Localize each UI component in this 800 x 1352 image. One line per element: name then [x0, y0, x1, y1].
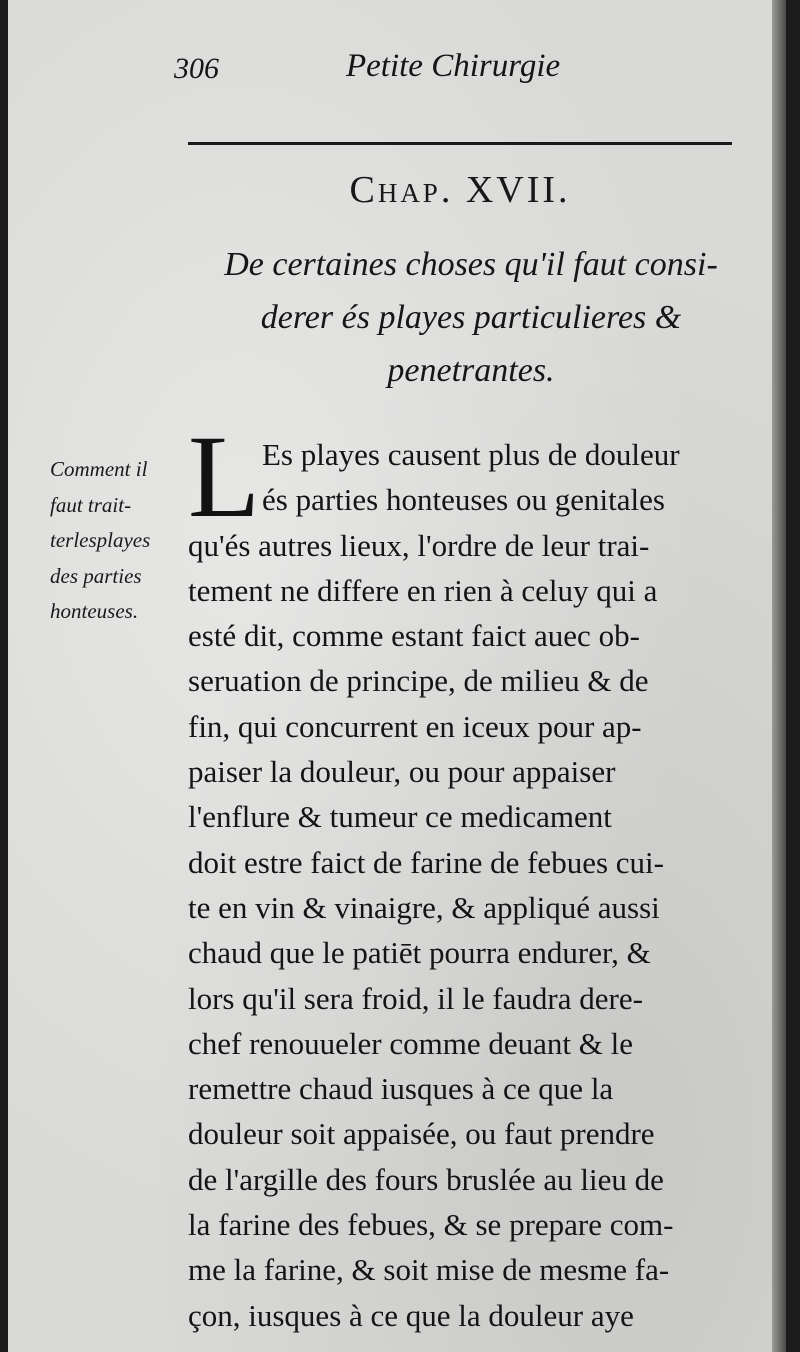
page-edge: [772, 0, 786, 1352]
chapter-title-line: derer és playes particulieres &: [260, 299, 682, 336]
chapter-title-line: De certaines choses qu'il faut consi-: [224, 246, 718, 283]
text-line: seruation de principe, de milieu & de: [188, 663, 649, 699]
text-line: douleur soit appaisée, ou faut prendre: [188, 1116, 655, 1152]
text-line: de l'argille des fours bruslée au lieu de: [188, 1161, 664, 1197]
margin-note-line: Comment il: [50, 457, 148, 481]
book-page: [8, 0, 786, 1352]
text-line: remettre chaud iusques à ce que la: [188, 1071, 614, 1107]
text-line: me la farine, & soit mise de mesme fa-: [188, 1252, 670, 1288]
text-line: chaud que le patiēt pourra endurer, &: [188, 935, 651, 971]
text-line: l'enflure & tumeur ce medicament: [188, 799, 612, 835]
margin-note-line: faut trait-: [50, 492, 132, 517]
text-line: paiser la douleur, ou pour appaiser: [188, 754, 616, 790]
running-head: [8, 48, 786, 98]
margin-note-line: des parties: [50, 563, 142, 588]
header-rule: [188, 142, 732, 145]
margin-note-line: terlesplayes: [50, 528, 151, 552]
text-line: te en vin & vinaigre, & appliqué aussi: [188, 889, 660, 925]
page-number: 306: [174, 52, 219, 85]
body-text: [188, 432, 753, 1338]
text-line: és parties honteuses ou genitales: [262, 482, 665, 518]
margin-note: [50, 452, 190, 630]
margin-note-line: honteuses.: [50, 599, 139, 623]
text-line: qu'és autres lieux, l'ordre de leur trai-: [188, 527, 650, 563]
text-line: la farine des febues, & se prepare com-: [188, 1207, 674, 1243]
text-line: esté dit, comme estant faict auec ob-: [188, 618, 640, 654]
chapter-title: [176, 238, 766, 397]
chapter-title-line: penetrantes.: [387, 352, 555, 389]
text-line: lors qu'il sera froid, il le faudra dere-: [188, 980, 643, 1016]
text-line: Es playes causent plus de douleur: [262, 437, 680, 472]
text-line: tement ne differe en rien à celuy qui a: [188, 572, 658, 608]
text-line: chef renouueler comme deuant & le: [188, 1025, 633, 1061]
text-line: çon, iusques à ce que la douleur aye: [188, 1297, 634, 1333]
drop-cap: L: [188, 411, 261, 542]
chapter-heading: Chap. XVII.: [349, 169, 571, 211]
text-line: doit estre faict de farine de febues cui-: [188, 844, 664, 880]
text-line: fin, qui concurrent en iceux pour ap-: [188, 708, 642, 744]
running-title: Petite Chirurgie: [346, 48, 561, 84]
